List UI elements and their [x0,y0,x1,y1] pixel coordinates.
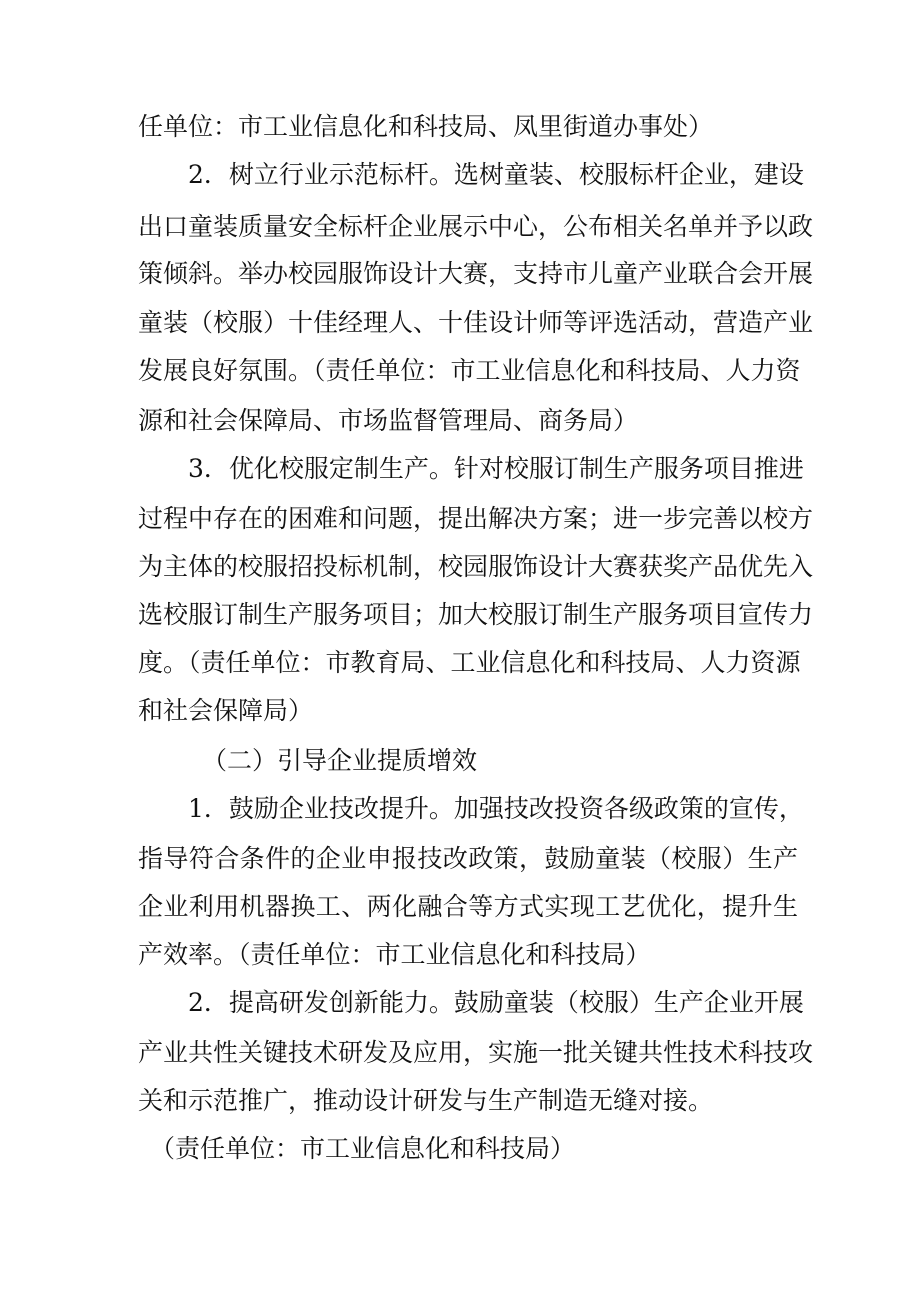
text-line: 企业利用机器换工、两化融合等方式实现工艺优化，提升生 [138,892,798,921]
text-line: 选校服订制生产服务项目；加大校服订制生产服务项目宣传力 [138,600,814,629]
paragraph-first-line: 1．鼓励企业技改提升。加强技改投资各级政策的宣传， [188,794,804,823]
section-heading: （二）引导企业提质增效 [202,746,478,775]
paragraph-first-line: 3．优化校服定制生产。针对校服订制生产服务项目推进 [188,454,804,483]
text-line: 过程中存在的困难和问题，提出解决方案；进一步完善以校方 [138,504,814,533]
text-line: 发展良好氛围。（责任单位：市工业信息化和科技局、人力资 [138,356,801,385]
text-line: 产业共性关键技术研发及应用，实施一批关键共性技术科技攻 [138,1038,814,1067]
text-line: 任单位：市工业信息化和科技局、凤里街道办事处） [138,112,714,141]
text-line: （责任单位：市工业信息化和科技局） [150,1134,576,1163]
text-line: 出口童装质量安全标杆企业展示中心，公布相关名单并予以政 [138,212,814,241]
text-line: 指导符合条件的企业申报技改政策，鼓励童装（校服）生产 [138,844,798,873]
text-line: 童装（校服）十佳经理人、十佳设计师等评选活动，营造产业 [138,308,814,337]
text-line: 和社会保障局） [138,696,314,725]
text-line: 度。（责任单位：市教育局、工业信息化和科技局、人力资源 [138,648,801,677]
paragraph-first-line: 2．提高研发创新能力。鼓励童装（校服）生产企业开展 [188,988,804,1017]
text-line: 源和社会保障局、市场监督管理局、商务局） [138,406,639,435]
text-line: 产效率。（责任单位：市工业信息化和科技局） [138,940,651,969]
text-line: 关和示范推广，推动设计研发与生产制造无缝对接。 [138,1086,714,1115]
text-line: 策倾斜。举办校园服饰设计大赛，支持市儿童产业联合会开展 [138,259,814,288]
text-line: 为主体的校服招投标机制，校园服饰设计大赛获奖产品优先入 [138,552,814,581]
paragraph-first-line: 2．树立行业示范标杆。选树童装、校服标杆企业，建设 [188,160,804,189]
